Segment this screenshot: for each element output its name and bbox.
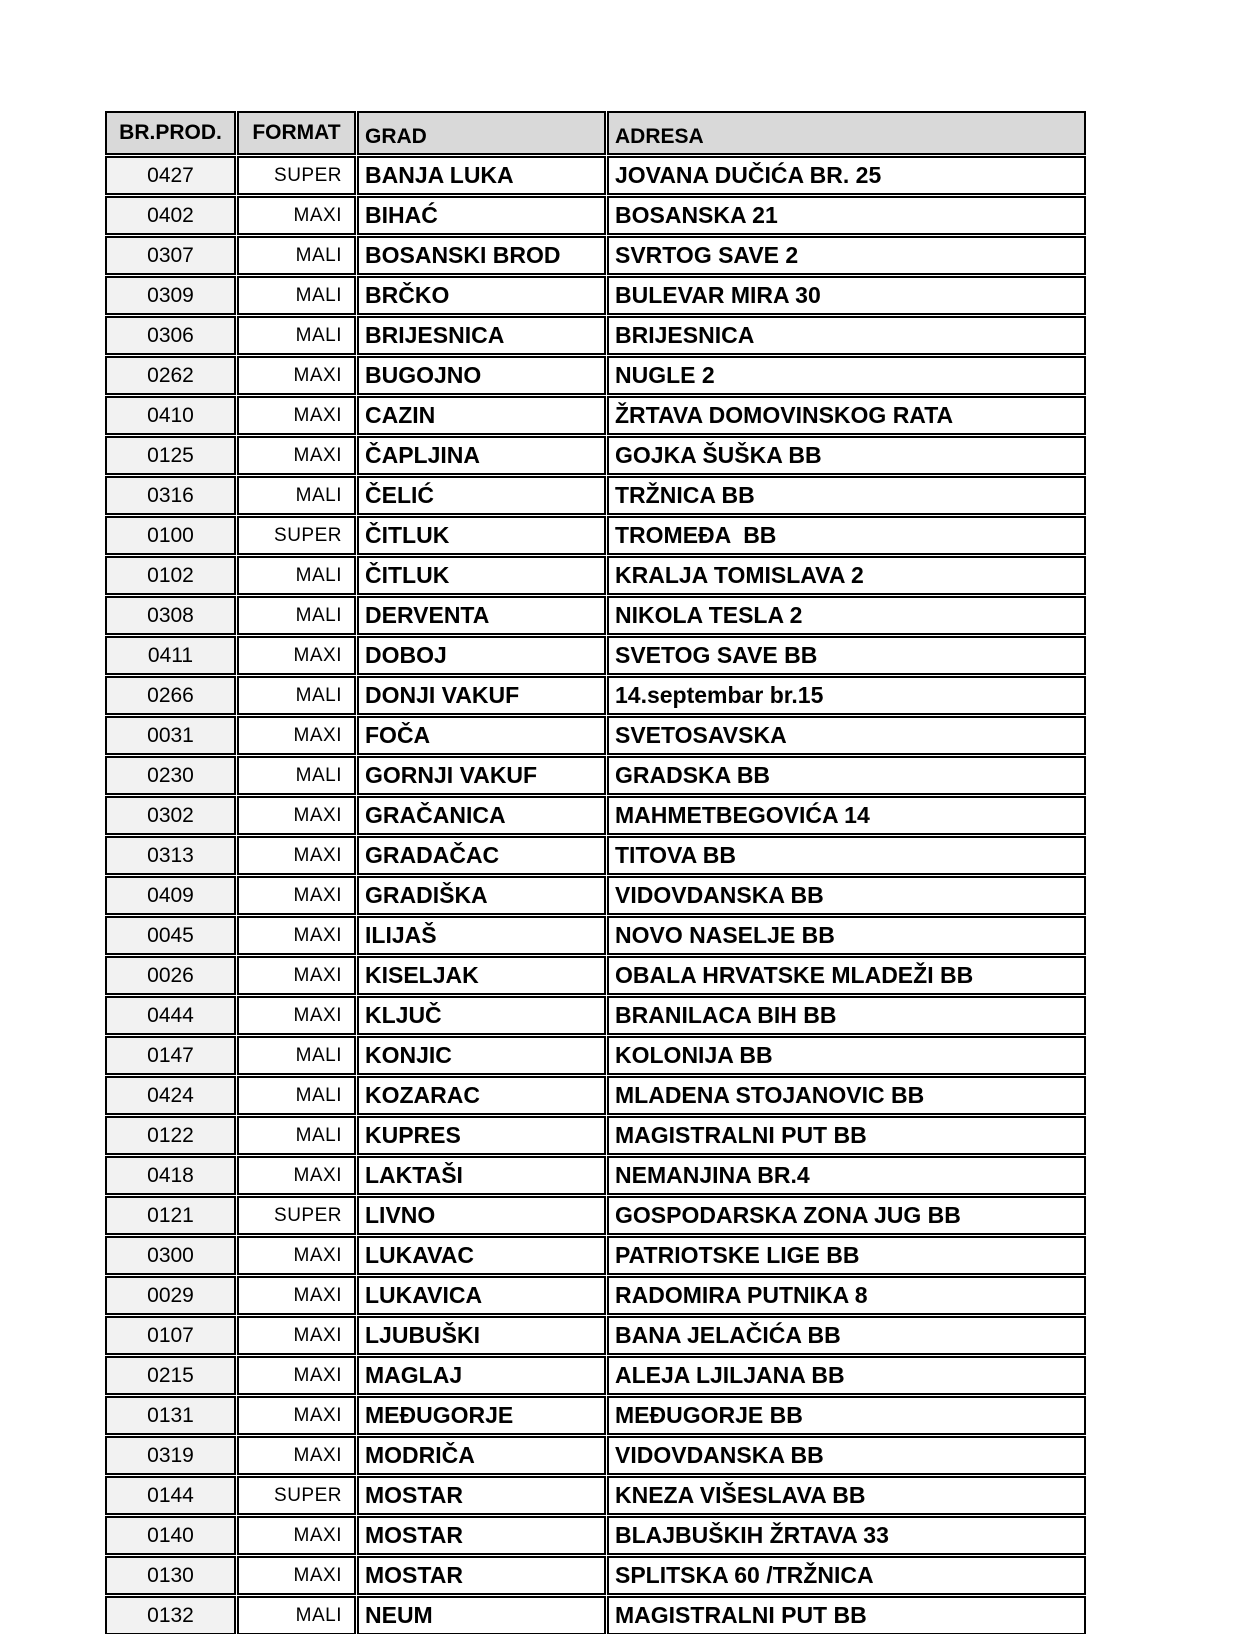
cell-grad: DONJI VAKUF [357,676,606,715]
cell-adresa: MAGISTRALNI PUT BB [607,1596,1086,1634]
cell-grad: BANJA LUKA [357,156,606,195]
table-row [105,636,1086,675]
cell-format: MAXI [237,1156,356,1195]
cell-br-prod: 0125 [105,436,236,475]
table-row [105,236,1086,275]
cell-br-prod: 0029 [105,1276,236,1315]
cell-format: SUPER [237,156,356,195]
cell-br-prod: 0307 [105,236,236,275]
cell-format: MALI [237,756,356,795]
table-row [105,156,1086,195]
table-row [105,316,1086,355]
cell-format: MAXI [237,1236,356,1275]
table-row [105,1356,1086,1395]
cell-br-prod: 0319 [105,1436,236,1475]
cell-br-prod: 0131 [105,1396,236,1435]
cell-format: SUPER [237,516,356,555]
cell-grad: MODRIČA [357,1436,606,1475]
column-header-format: FORMAT [237,111,356,155]
cell-format: MAXI [237,1556,356,1595]
cell-br-prod: 0102 [105,556,236,595]
cell-format: MAXI [237,916,356,955]
cell-adresa: VIDOVDANSKA BB [607,1436,1086,1475]
cell-adresa: TRŽNICA BB [607,476,1086,515]
table-row [105,1116,1086,1155]
cell-adresa: NUGLE 2 [607,356,1086,395]
cell-format: MAXI [237,356,356,395]
cell-br-prod: 0100 [105,516,236,555]
cell-format: MAXI [237,796,356,835]
cell-grad: GRADIŠKA [357,876,606,915]
cell-grad: BIHAĆ [357,196,606,235]
cell-grad: GORNJI VAKUF [357,756,606,795]
cell-adresa: MEĐUGORJE BB [607,1396,1086,1435]
cell-grad: MOSTAR [357,1476,606,1515]
cell-grad: KLJUČ [357,996,606,1035]
cell-br-prod: 0308 [105,596,236,635]
store-locations-table [104,110,1087,1634]
cell-br-prod: 0230 [105,756,236,795]
cell-format: MAXI [237,996,356,1035]
cell-format: MALI [237,316,356,355]
cell-adresa: ALEJA LJILJANA BB [607,1356,1086,1395]
cell-format: MALI [237,1116,356,1155]
cell-grad: DERVENTA [357,596,606,635]
cell-format: MALI [237,236,356,275]
cell-grad: MEĐUGORJE [357,1396,606,1435]
cell-format: MAXI [237,1516,356,1555]
cell-adresa: JOVANA DUČIĆA BR. 25 [607,156,1086,195]
cell-br-prod: 0402 [105,196,236,235]
table-row [105,1236,1086,1275]
cell-grad: GRADAČAC [357,836,606,875]
table-row [105,396,1086,435]
cell-adresa: GOSPODARSKA ZONA JUG BB [607,1196,1086,1235]
cell-adresa: GOJKA ŠUŠKA BB [607,436,1086,475]
cell-adresa: NEMANJINA BR.4 [607,1156,1086,1195]
cell-format: MALI [237,276,356,315]
cell-grad: LUKAVAC [357,1236,606,1275]
cell-format: MAXI [237,836,356,875]
cell-br-prod: 0424 [105,1076,236,1115]
table-row [105,1436,1086,1475]
cell-br-prod: 0444 [105,996,236,1035]
cell-br-prod: 0121 [105,1196,236,1235]
cell-br-prod: 0107 [105,1316,236,1355]
table-row [105,1276,1086,1315]
cell-adresa: VIDOVDANSKA BB [607,876,1086,915]
cell-br-prod: 0309 [105,276,236,315]
cell-grad: ČITLUK [357,516,606,555]
table-row [105,916,1086,955]
cell-format: MAXI [237,876,356,915]
cell-format: SUPER [237,1196,356,1235]
table-row [105,796,1086,835]
cell-br-prod: 0215 [105,1356,236,1395]
cell-format: MALI [237,676,356,715]
cell-grad: BRČKO [357,276,606,315]
cell-br-prod: 0122 [105,1116,236,1155]
table-row [105,556,1086,595]
cell-adresa: PATRIOTSKE LIGE BB [607,1236,1086,1275]
cell-adresa: MAHMETBEGOVIĆA 14 [607,796,1086,835]
cell-grad: MOSTAR [357,1516,606,1555]
cell-adresa: TROMEĐA BB [607,516,1086,555]
cell-format: SUPER [237,1476,356,1515]
cell-format: MAXI [237,1276,356,1315]
cell-format: MALI [237,1076,356,1115]
table-row [105,996,1086,1035]
table-body [105,156,1086,1634]
cell-adresa: GRADSKA BB [607,756,1086,795]
table-row [105,476,1086,515]
cell-br-prod: 0147 [105,1036,236,1075]
cell-grad: KISELJAK [357,956,606,995]
table-row [105,1036,1086,1075]
cell-br-prod: 0026 [105,956,236,995]
cell-adresa: SVRTOG SAVE 2 [607,236,1086,275]
cell-br-prod: 0306 [105,316,236,355]
table-row [105,436,1086,475]
cell-grad: BOSANSKI BROD [357,236,606,275]
cell-adresa: BOSANSKA 21 [607,196,1086,235]
cell-br-prod: 0130 [105,1556,236,1595]
column-header-adresa: ADRESA [607,111,1086,155]
table-row [105,516,1086,555]
cell-adresa: SPLITSKA 60 /TRŽNICA [607,1556,1086,1595]
cell-grad: ILIJAŠ [357,916,606,955]
cell-adresa: BLAJBUŠKIH ŽRTAVA 33 [607,1516,1086,1555]
cell-br-prod: 0411 [105,636,236,675]
cell-adresa: MLADENA STOJANOVIC BB [607,1076,1086,1115]
table-row [105,676,1086,715]
cell-grad: KOZARAC [357,1076,606,1115]
table-row [105,956,1086,995]
cell-format: MAXI [237,956,356,995]
cell-adresa: RADOMIRA PUTNIKA 8 [607,1276,1086,1315]
table-row [105,876,1086,915]
cell-adresa: OBALA HRVATSKE MLADEŽI BB [607,956,1086,995]
cell-format: MAXI [237,396,356,435]
cell-format: MALI [237,1036,356,1075]
cell-grad: CAZIN [357,396,606,435]
table-row [105,1396,1086,1435]
cell-br-prod: 0316 [105,476,236,515]
table-row [105,1516,1086,1555]
cell-br-prod: 0031 [105,716,236,755]
cell-grad: LUKAVICA [357,1276,606,1315]
cell-adresa: SVETOG SAVE BB [607,636,1086,675]
cell-grad: ČITLUK [357,556,606,595]
cell-grad: BUGOJNO [357,356,606,395]
cell-format: MAXI [237,636,356,675]
cell-adresa: NOVO NASELJE BB [607,916,1086,955]
table-row [105,1316,1086,1355]
cell-adresa: TITOVA BB [607,836,1086,875]
table-row [105,836,1086,875]
cell-grad: MAGLAJ [357,1356,606,1395]
cell-grad: LJUBUŠKI [357,1316,606,1355]
cell-grad: KONJIC [357,1036,606,1075]
table-row [105,716,1086,755]
cell-br-prod: 0409 [105,876,236,915]
cell-br-prod: 0132 [105,1596,236,1634]
cell-format: MALI [237,476,356,515]
table-row [105,596,1086,635]
cell-adresa: KRALJA TOMISLAVA 2 [607,556,1086,595]
cell-format: MAXI [237,1316,356,1355]
cell-br-prod: 0313 [105,836,236,875]
cell-grad: ČELIĆ [357,476,606,515]
table-row [105,1196,1086,1235]
table-row [105,1556,1086,1595]
cell-format: MAXI [237,436,356,475]
table-row [105,276,1086,315]
cell-adresa: NIKOLA TESLA 2 [607,596,1086,635]
cell-format: MAXI [237,1356,356,1395]
table-row [105,1076,1086,1115]
cell-format: MALI [237,1596,356,1634]
cell-br-prod: 0418 [105,1156,236,1195]
cell-adresa: KNEZA VIŠESLAVA BB [607,1476,1086,1515]
table-row [105,196,1086,235]
table-row [105,756,1086,795]
cell-br-prod: 0427 [105,156,236,195]
table-row [105,356,1086,395]
cell-br-prod: 0302 [105,796,236,835]
cell-br-prod: 0266 [105,676,236,715]
cell-format: MAXI [237,196,356,235]
column-header-br-prod: BR.PROD. [105,111,236,155]
cell-format: MAXI [237,1436,356,1475]
cell-grad: DOBOJ [357,636,606,675]
cell-format: MAXI [237,716,356,755]
table-row [105,1156,1086,1195]
cell-br-prod: 0045 [105,916,236,955]
cell-adresa: BULEVAR MIRA 30 [607,276,1086,315]
table-row [105,1476,1086,1515]
header-row [105,111,1086,155]
cell-grad: NEUM [357,1596,606,1634]
cell-br-prod: 0410 [105,396,236,435]
cell-grad: BRIJESNICA [357,316,606,355]
cell-adresa: BANA JELAČIĆA BB [607,1316,1086,1355]
cell-grad: LAKTAŠI [357,1156,606,1195]
cell-br-prod: 0262 [105,356,236,395]
cell-grad: ČAPLJINA [357,436,606,475]
cell-format: MALI [237,556,356,595]
cell-format: MALI [237,596,356,635]
cell-grad: FOČA [357,716,606,755]
cell-grad: MOSTAR [357,1556,606,1595]
cell-adresa: BRANILACA BIH BB [607,996,1086,1035]
table-header [105,111,1086,155]
cell-adresa: MAGISTRALNI PUT BB [607,1116,1086,1155]
cell-format: MAXI [237,1396,356,1435]
cell-br-prod: 0140 [105,1516,236,1555]
cell-adresa: 14.septembar br.15 [607,676,1086,715]
cell-grad: LIVNO [357,1196,606,1235]
table-row [105,1596,1086,1634]
cell-grad: KUPRES [357,1116,606,1155]
cell-adresa: KOLONIJA BB [607,1036,1086,1075]
cell-br-prod: 0300 [105,1236,236,1275]
cell-adresa: BRIJESNICA [607,316,1086,355]
cell-adresa: SVETOSAVSKA [607,716,1086,755]
column-header-grad: GRAD [357,111,606,155]
cell-adresa: ŽRTAVA DOMOVINSKOG RATA [607,396,1086,435]
cell-br-prod: 0144 [105,1476,236,1515]
cell-grad: GRAČANICA [357,796,606,835]
